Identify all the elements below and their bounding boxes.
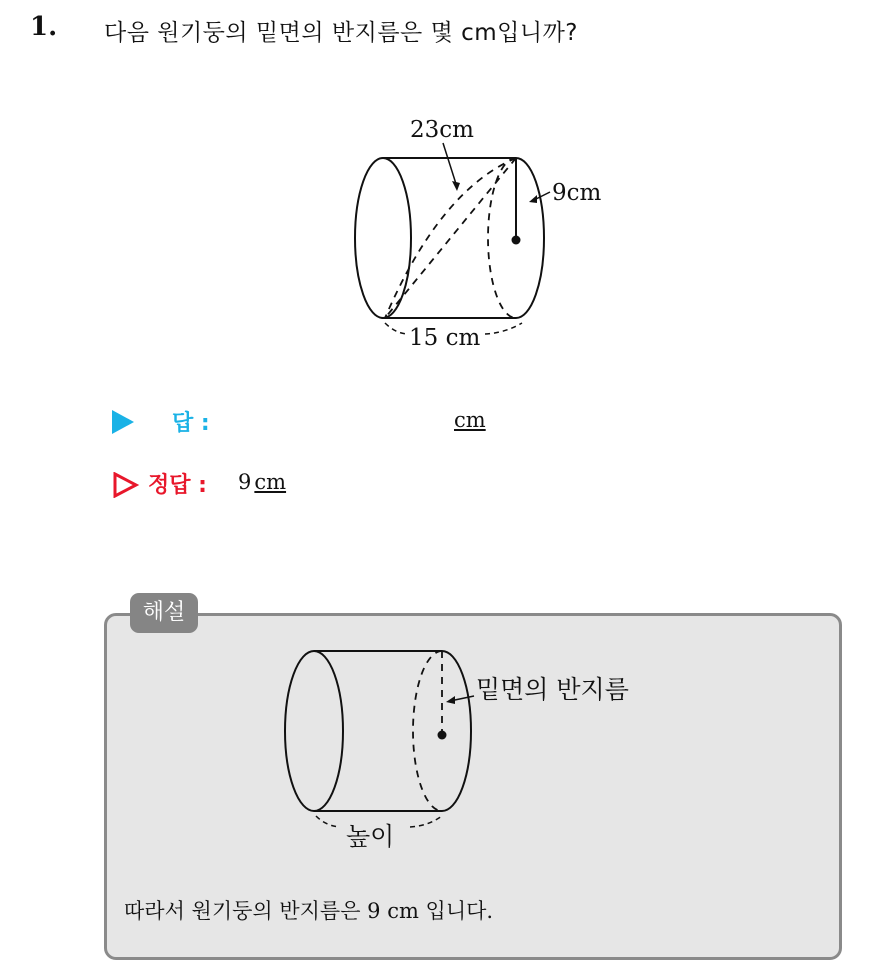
slant-label: 23cm (410, 117, 474, 143)
center-dot (512, 236, 521, 245)
radius-pointer-head (529, 195, 537, 203)
correct-label: 정답 : (148, 473, 207, 498)
exp-cylinder-right-face-front (442, 651, 471, 811)
exp-height-brace-left (316, 816, 340, 827)
length-brace-left (385, 323, 407, 334)
answer-label: 답 : (172, 411, 210, 436)
answer-unit: cm (454, 408, 486, 432)
question-number: 1. (30, 12, 58, 42)
correct-value (238, 470, 286, 494)
slant-pointer (443, 143, 457, 187)
slant-pointer-head (452, 181, 460, 191)
exp-center-dot (438, 731, 447, 740)
exp-height-label: 높이 (346, 822, 395, 851)
cylinder-figure (340, 105, 630, 355)
question-text: 다음 원기둥의 밑면의 반지름은 몇 cm입니까? (104, 20, 579, 46)
answer-arrow-icon (112, 410, 134, 434)
correct-arrow-icon (112, 472, 140, 498)
exp-radius-pointer-head (446, 696, 455, 704)
explanation-text: 따라서 원기둥의 반지름은 9 cm 입니다. (124, 899, 494, 923)
radius-label: 9cm (552, 180, 602, 206)
explanation-tag: 해설 (130, 593, 198, 633)
exp-radius-label: 밑면의 반지름 (476, 675, 629, 704)
exp-cylinder-right-face-back (413, 651, 442, 811)
cylinder-figure-svg (340, 105, 630, 355)
exp-height-brace-right (410, 816, 442, 827)
explanation-cylinder-svg (270, 645, 680, 860)
explanation-cylinder-figure (270, 645, 680, 860)
length-brace-right (485, 323, 522, 334)
length-label: 15 cm (409, 325, 481, 351)
cylinder-right-face-back (488, 158, 516, 318)
cylinder-left-face (355, 158, 411, 318)
correct-number: 9 (238, 470, 252, 494)
cylinder-right-face-front (516, 158, 544, 318)
exp-cylinder-left-face (285, 651, 343, 811)
correct-unit: cm (254, 470, 287, 494)
